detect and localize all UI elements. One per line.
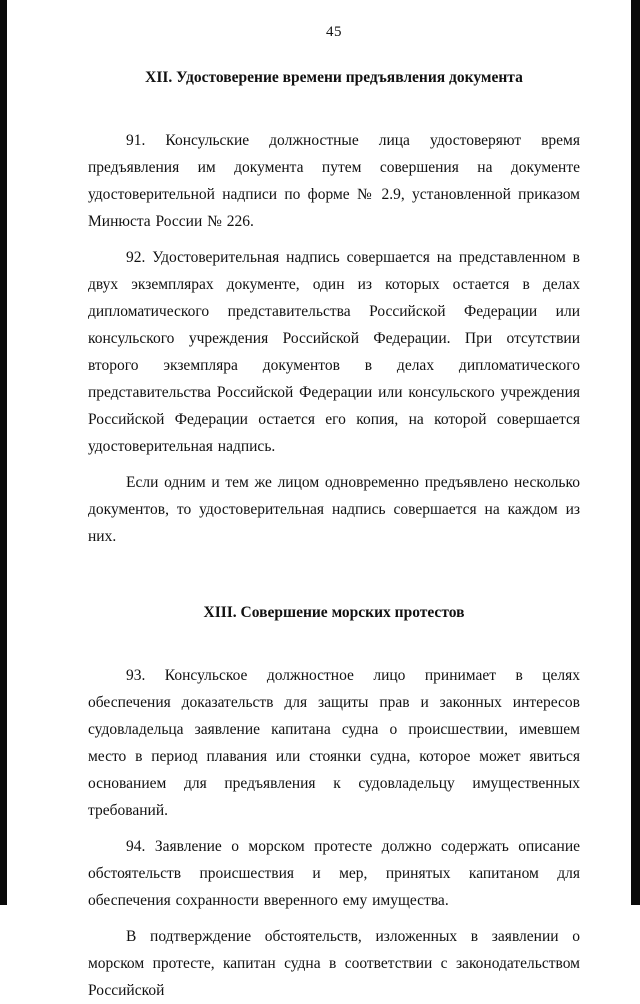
paragraph-93: 93. Консульское должностное лицо принимает в целях обеспечения доказательств для защиты прав и законных интересов судовладельца заявление капитана судна о происшествии, имевшем место в период плавания или стоянки судна, которое может явиться основанием для предъявления к судовладельцу имущественных требований. — [88, 667, 580, 819]
paragraph-92: 92. Удостоверительная надпись совершается на представленном в двух экземплярах документе, один из которых остается в делах дипломатического представительства Российской Федерации или консульского учреждения Российской Федерации. При отсутствии второго экземпляра документов в делах дипломатического представительства Российской Федерации или консульского учреждения Российской Федерации остается его копия, на которой совершается удостоверительная надпись. — [88, 249, 580, 455]
document-page — [88, 0, 580, 1004]
paragraph-94: 94. Заявление о морском протесте должно содержать описание обстоятельств происшествия и мер, принятых капитаном для обеспечения сохранности вверенного ему имущества. — [88, 838, 580, 909]
paragraph-91: 91. Консульские должностные лица удостоверяют время предъявления им документа путем совершения на документе удостоверительной надписи по форме № 2.9, установленной приказом Минюста России № 226. — [88, 132, 580, 230]
page-number: 45 — [326, 24, 342, 40]
section-heading-xiii: XIII. Совершение морских протестов — [203, 604, 465, 621]
section-heading-xii: XII. Удостоверение времени предъявления документа — [145, 69, 523, 86]
scan-edge-left — [0, 0, 7, 905]
paragraph-94-continuation: В подтверждение обстоятельств, изложенных в заявлении о морском протесте, капитан судна в соответствии с законодательством Российской — [88, 928, 580, 999]
paragraph-92-continuation: Если одним и тем же лицом одновременно предъявлено несколько документов, то удостоверительная надпись совершается на каждом из них. — [88, 474, 580, 545]
scan-edge-right — [631, 0, 640, 905]
